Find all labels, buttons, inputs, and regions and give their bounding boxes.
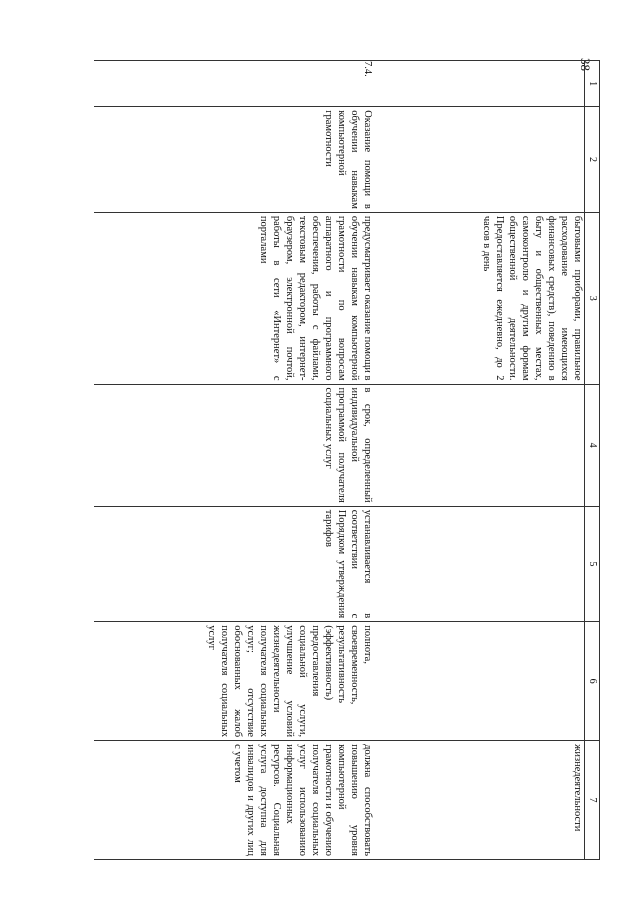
header-row (585, 61, 600, 860)
service-quality: полнота, своевременность, результативность (эффективность) предоставления социальной услуги, улучшение условий жизнедеятельности получателя социальных услуг; отсутствие обоснованных жалоб получателя социальных услуг (95, 622, 375, 741)
continuation-description: бытовыми приборами, правильное расходование имеющихся финансовых средств), поведению в быту и общественных местах, самоконтролю и другим формам общественной деятельности. Предоставляется ежедневно, до 2 часов в день (375, 212, 585, 384)
row-number: 7.4. (95, 61, 375, 107)
continuation-conditions: жизнедеятельности (375, 741, 585, 860)
header-cell-1: 1 (585, 61, 600, 107)
service-term: в срок, определенный индивидуальной программой получателя социальных услуг (95, 384, 375, 506)
rotated-table-container (80, 60, 600, 860)
header-cell-3: 3 (585, 212, 600, 384)
header-cell-2: 2 (585, 107, 600, 213)
service-conditions: должна способствовать повышению уровня компьютерной грамотности и обучению получателя социальных услуг использованию информационных ресурсов. Социальная услуга доступна для инвалидов и других лиц с учетом (95, 741, 375, 860)
header-cell-7: 7 (585, 741, 600, 860)
services-table (95, 60, 601, 860)
continuation-row (375, 61, 585, 860)
service-tariff: устанавливается в соответствии с Порядком утверждения тарифов (95, 506, 375, 622)
header-cell-4: 4 (585, 384, 600, 506)
service-name: Оказание помощи в обучении навыкам компьютерной грамотности (95, 107, 375, 213)
header-cell-5: 5 (585, 506, 600, 622)
header-cell-6: 6 (585, 622, 600, 741)
table-row (95, 61, 375, 860)
service-description: предусматривает оказание помощи в обучении навыкам компьютерной грамотности по вопросам аппаратного и программного обеспечения, работы с файлами, текстовым редактором, интернет-браузером, электронной почтой, работы в сети «Интернет» с порталами (95, 212, 375, 384)
page-number: 38 (578, 58, 593, 71)
